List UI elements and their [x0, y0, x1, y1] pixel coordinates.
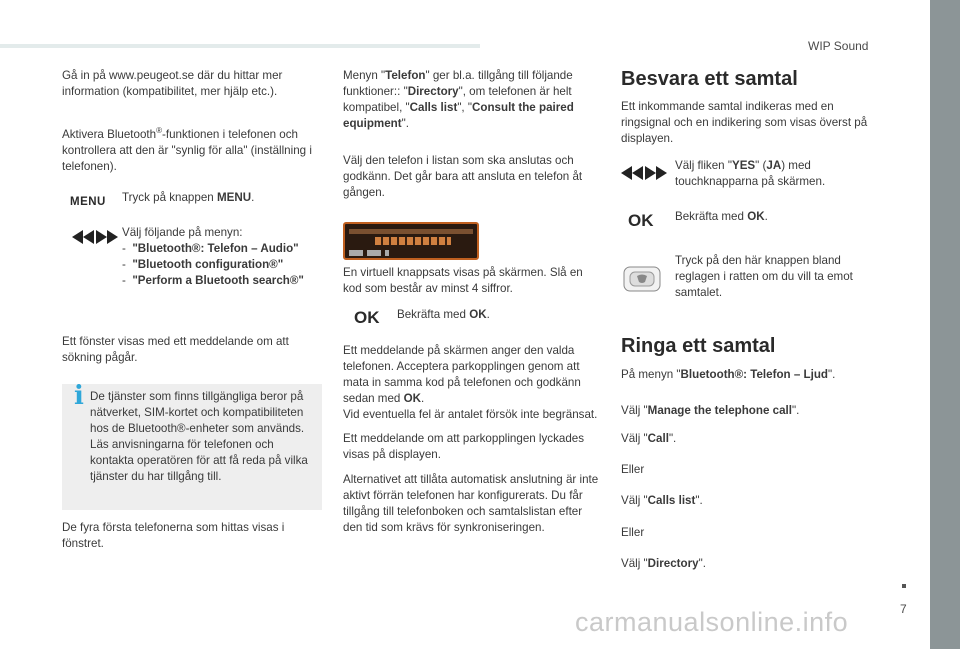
col3-step-3	[621, 431, 871, 447]
double-left-arrow-icon	[621, 166, 643, 180]
t: Ett meddelande på skärmen anger den valda telefonen. Acceptera parkopplingen genom att mata in samma kod på telefonen och godkänn sedan med	[343, 344, 581, 405]
kw-calls-list: Calls list	[647, 494, 696, 507]
steering-wheel-button-icon	[622, 264, 662, 294]
kw-directory: Directory	[647, 557, 699, 570]
t: Välj "	[621, 557, 648, 570]
info-icon: i	[74, 381, 84, 411]
t: ) med touchknapparna på skärmen.	[675, 159, 826, 188]
t: Välj fliken "	[675, 159, 732, 172]
page-number: 7	[900, 602, 907, 616]
left-right-arrows-icon-2	[621, 166, 667, 180]
bt-text: Aktivera Bluetooth	[62, 127, 157, 141]
t: På menyn "	[621, 368, 681, 381]
side-bar	[930, 0, 960, 649]
col2-paragraph-5: Ett meddelande om att parkopplingen lyckades visas på displayen.	[343, 432, 585, 461]
t: .	[486, 308, 490, 321]
section-title: WIP Sound	[808, 39, 869, 53]
t: " ger bl.a. tillgång till följande funktioner:: "	[343, 69, 573, 98]
t: .	[420, 392, 425, 405]
col1-paragraph-1: Gå in på www.peugeot.se där du hittar mer information (kompatibilitet, mer hjälp etc.).	[62, 69, 283, 98]
kw-manage: Manage the telephone call	[647, 404, 792, 417]
double-left-arrow-icon	[72, 230, 94, 244]
kw-call: Call	[647, 432, 669, 445]
left-right-arrows-icon	[72, 230, 118, 244]
kw-calls-list: Calls list	[409, 101, 458, 114]
t: .	[764, 210, 768, 223]
info-note-text: De tjänster som finns tillgängliga beror på nätverket, SIM-kortet och kompatibiliteten hos de Bluetooth®-enheter som används. Läs anvisningarna för telefonen och kontakta operatören för att få reda på vilka tjänster du har tillgång till.	[90, 390, 308, 483]
kw-bt-ljud: Bluetooth®: Telefon – Ljud	[680, 368, 828, 381]
t: Välj "	[621, 432, 648, 445]
col2-paragraph-6: Alternativet att tillåta automatisk anslutning är inte aktivt förrän telefonen har konfigurerats. Du får tillgång till telefonboken och samtalslistan efter den tid som krävs för synkroniseringen.	[343, 473, 599, 534]
ok-button-icon-2: OK	[628, 211, 654, 230]
ok-button-icon: OK	[354, 308, 380, 327]
t: " (	[755, 159, 767, 172]
menu-keyword: MENU	[216, 191, 252, 204]
col3-step-5	[621, 556, 871, 572]
select-item-2: - "Bluetooth configuration®"	[122, 258, 284, 271]
menu-instruction	[122, 190, 322, 206]
col2-ok-instruction	[397, 307, 597, 323]
registered-mark: ®	[156, 126, 162, 135]
bt-text-rest: -funktionen i telefonen och kontrollera att den är "synlig för alla" (inställning i telefonen).	[62, 127, 312, 173]
t: ", om telefonen är helt kompatibel, "	[343, 85, 572, 114]
select-menu-instruction	[122, 225, 332, 289]
screen-keypad	[375, 237, 451, 245]
col3-step-1	[621, 367, 871, 383]
or-label-1: Eller	[621, 463, 645, 476]
col3-step-2	[621, 403, 871, 419]
t: ", "	[457, 101, 472, 114]
t: Bekräfta med	[675, 210, 748, 223]
col2-paragraph-3: En virtuell knappsats visas på skärmen. Slå en kod som består av minst 4 siffror.	[343, 266, 583, 295]
heading-answer-call: Besvara ett samtal	[621, 68, 798, 90]
keypad-screen-image	[343, 222, 479, 260]
t: ".	[695, 494, 703, 507]
double-right-arrow-icon	[645, 166, 667, 180]
col1-paragraph-4: De fyra första telefonerna som hittas visas i fönstret.	[62, 521, 285, 550]
or-label-2: Eller	[621, 526, 645, 539]
t: Vid eventuella fel är antalet försök inte begränsat.	[343, 408, 598, 421]
col3-yes-instruction	[675, 158, 870, 190]
col3-step-4	[621, 493, 871, 509]
kw-ok: OK	[403, 392, 421, 405]
col3-ok-instruction	[675, 209, 865, 225]
col2-paragraph-1	[343, 68, 599, 132]
screen-buttons	[349, 250, 389, 256]
header-rule	[0, 44, 480, 48]
select-item-1: - "Bluetooth®: Telefon – Audio"	[122, 242, 299, 255]
double-right-arrow-icon	[96, 230, 118, 244]
col1-paragraph-2	[62, 123, 324, 175]
col2-paragraph-4	[343, 343, 599, 423]
kw-telefon: Telefon	[385, 69, 426, 82]
select-item-2-text: "Bluetooth configuration®"	[132, 258, 284, 271]
kw-ja: JA	[766, 159, 782, 172]
col1-paragraph-3: Ett fönster visas med ett meddelande om att sökning pågår.	[62, 335, 289, 364]
info-note	[62, 381, 322, 510]
menu-period: .	[251, 191, 255, 204]
col3-knob-instruction: Tryck på den här knappen bland reglagen i ratten om du vill ta emot samtalet.	[675, 254, 853, 299]
kw-ok: OK	[469, 308, 487, 321]
menu-instruction-text: Tryck på knappen	[122, 191, 217, 204]
select-intro: Välj följande på menyn:	[122, 226, 243, 239]
t: Menyn "	[343, 69, 386, 82]
select-item-3: - "Perform a Bluetooth search®"	[122, 274, 304, 287]
col2-paragraph-2: Välj den telefon i listan som ska anslutas och godkänn. Det går bara att ansluta en telefon åt gången.	[343, 154, 583, 199]
t: ".	[668, 432, 677, 445]
page-marker	[902, 584, 906, 588]
menu-button-icon: MENU	[70, 196, 106, 208]
watermark: carmanualsonline.info	[575, 607, 849, 637]
kw-yes: YES	[731, 159, 756, 172]
t: Välj "	[621, 494, 648, 507]
kw-directory: Directory	[407, 85, 459, 98]
select-item-1-text: "Bluetooth®: Telefon – Audio"	[132, 242, 299, 255]
t: Bekräfta med	[397, 308, 470, 321]
select-item-3-text: "Perform a Bluetooth search®"	[132, 274, 304, 287]
t: ".	[827, 368, 836, 381]
t: ".	[698, 557, 706, 570]
t: Välj "	[621, 404, 648, 417]
t: ".	[791, 404, 800, 417]
screen-field	[349, 229, 473, 234]
col3-paragraph-1: Ett inkommande samtal indikeras med en ringsignal och en indikering som visas överst på displayen.	[621, 100, 868, 145]
kw-consult: Consult the paired equipment	[343, 101, 574, 130]
kw-ok: OK	[747, 210, 765, 223]
heading-make-call: Ringa ett samtal	[621, 335, 776, 357]
t: ".	[401, 117, 409, 130]
